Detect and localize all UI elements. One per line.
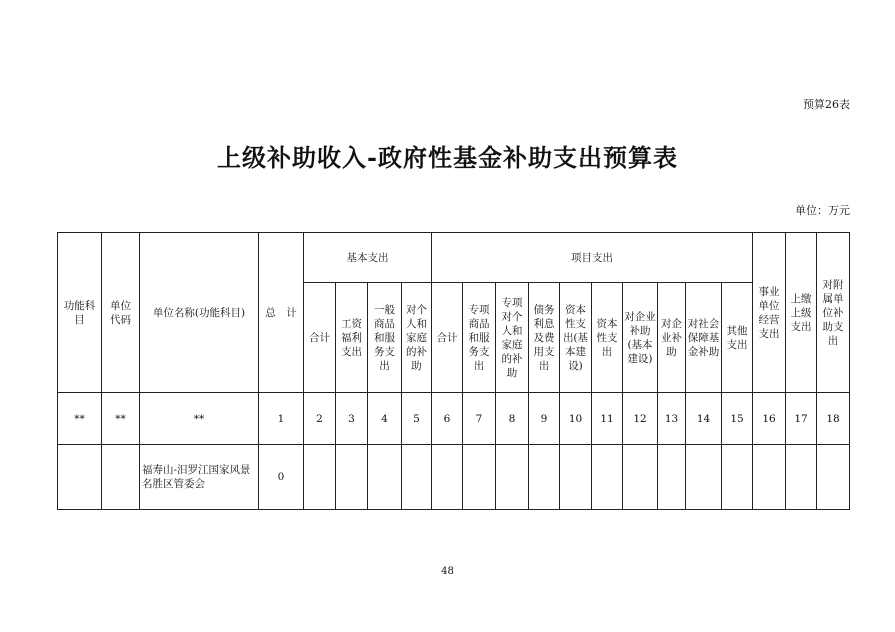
code-cell: 14 bbox=[686, 393, 722, 445]
header-unit-code: 单位代码 bbox=[102, 233, 140, 393]
header-project-col: 对社会保障基金补助 bbox=[686, 283, 722, 393]
header-enterprise-expenditure: 事业单位经营支出 bbox=[753, 233, 786, 393]
cell-value bbox=[686, 445, 722, 510]
unit-label: 单位：万元 bbox=[795, 204, 850, 217]
header-func-subject: 功能科目 bbox=[58, 233, 102, 393]
code-cell: 18 bbox=[817, 393, 850, 445]
cell-func-subject bbox=[58, 445, 102, 510]
code-cell: 15 bbox=[722, 393, 753, 445]
code-cell: 8 bbox=[496, 393, 529, 445]
page-number: 48 bbox=[441, 566, 454, 577]
cell-value bbox=[786, 445, 817, 510]
header-project-col: 债务利息及费用支出 bbox=[529, 283, 560, 393]
code-cell: 1 bbox=[259, 393, 304, 445]
header-project-expenditure: 项目支出 bbox=[432, 233, 753, 283]
header-basic-col: 工资福利支出 bbox=[336, 283, 368, 393]
code-cell: 13 bbox=[658, 393, 686, 445]
header-project-col: 专项商品和服务支出 bbox=[463, 283, 496, 393]
page-title: 上级补助收入-政府性基金补助支出预算表 bbox=[217, 143, 678, 172]
code-cell: ** bbox=[140, 393, 259, 445]
header-project-col: 资本性支出(基本建设) bbox=[560, 283, 592, 393]
table-row bbox=[58, 445, 850, 510]
header-basic-col: 一般商品和服务支出 bbox=[368, 283, 402, 393]
header-project-col: 其他支出 bbox=[722, 283, 753, 393]
cell-value bbox=[463, 445, 496, 510]
cell-value bbox=[496, 445, 529, 510]
cell-value bbox=[623, 445, 658, 510]
code-cell: 4 bbox=[368, 393, 402, 445]
code-cell: 6 bbox=[432, 393, 463, 445]
cell-value bbox=[304, 445, 336, 510]
header-unit-name: 单位名称(功能科目) bbox=[140, 233, 259, 393]
code-cell: ** bbox=[102, 393, 140, 445]
code-cell: 16 bbox=[753, 393, 786, 445]
header-affiliated-subsidy: 对附属单位补助支出 bbox=[817, 233, 850, 393]
cell-value bbox=[432, 445, 463, 510]
form-number: 预算26表 bbox=[803, 98, 850, 111]
header-project-col: 对企业补助(基本建设) bbox=[623, 283, 658, 393]
header-basic-expenditure: 基本支出 bbox=[304, 233, 432, 283]
cell-value bbox=[368, 445, 402, 510]
code-cell: 11 bbox=[592, 393, 623, 445]
code-row bbox=[58, 393, 850, 445]
header-project-col: 专项对个人和家庭的补助 bbox=[496, 283, 529, 393]
budget-table bbox=[57, 232, 850, 510]
cell-value bbox=[402, 445, 432, 510]
cell-value bbox=[592, 445, 623, 510]
cell-value bbox=[658, 445, 686, 510]
code-cell: ** bbox=[58, 393, 102, 445]
code-cell: 9 bbox=[529, 393, 560, 445]
cell-value bbox=[722, 445, 753, 510]
header-project-col: 资本性支出 bbox=[592, 283, 623, 393]
cell-value bbox=[336, 445, 368, 510]
header-basic-col: 对个人和家庭的补助 bbox=[402, 283, 432, 393]
code-cell: 10 bbox=[560, 393, 592, 445]
cell-value bbox=[817, 445, 850, 510]
header-total: 总 计 bbox=[259, 233, 304, 393]
header-project-col: 对企业补助 bbox=[658, 283, 686, 393]
code-cell: 5 bbox=[402, 393, 432, 445]
cell-value bbox=[753, 445, 786, 510]
code-cell: 7 bbox=[463, 393, 496, 445]
header-project-col: 合计 bbox=[432, 283, 463, 393]
code-cell: 17 bbox=[786, 393, 817, 445]
code-cell: 2 bbox=[304, 393, 336, 445]
header-upper-payment: 上缴上级支出 bbox=[786, 233, 817, 393]
code-cell: 3 bbox=[336, 393, 368, 445]
cell-value bbox=[529, 445, 560, 510]
code-cell: 12 bbox=[623, 393, 658, 445]
cell-total: 0 bbox=[259, 445, 304, 510]
cell-unit-code bbox=[102, 445, 140, 510]
cell-value bbox=[560, 445, 592, 510]
cell-unit-name: 福寿山-汨罗江国家风景名胜区管委会 bbox=[140, 445, 259, 510]
header-basic-col: 合计 bbox=[304, 283, 336, 393]
